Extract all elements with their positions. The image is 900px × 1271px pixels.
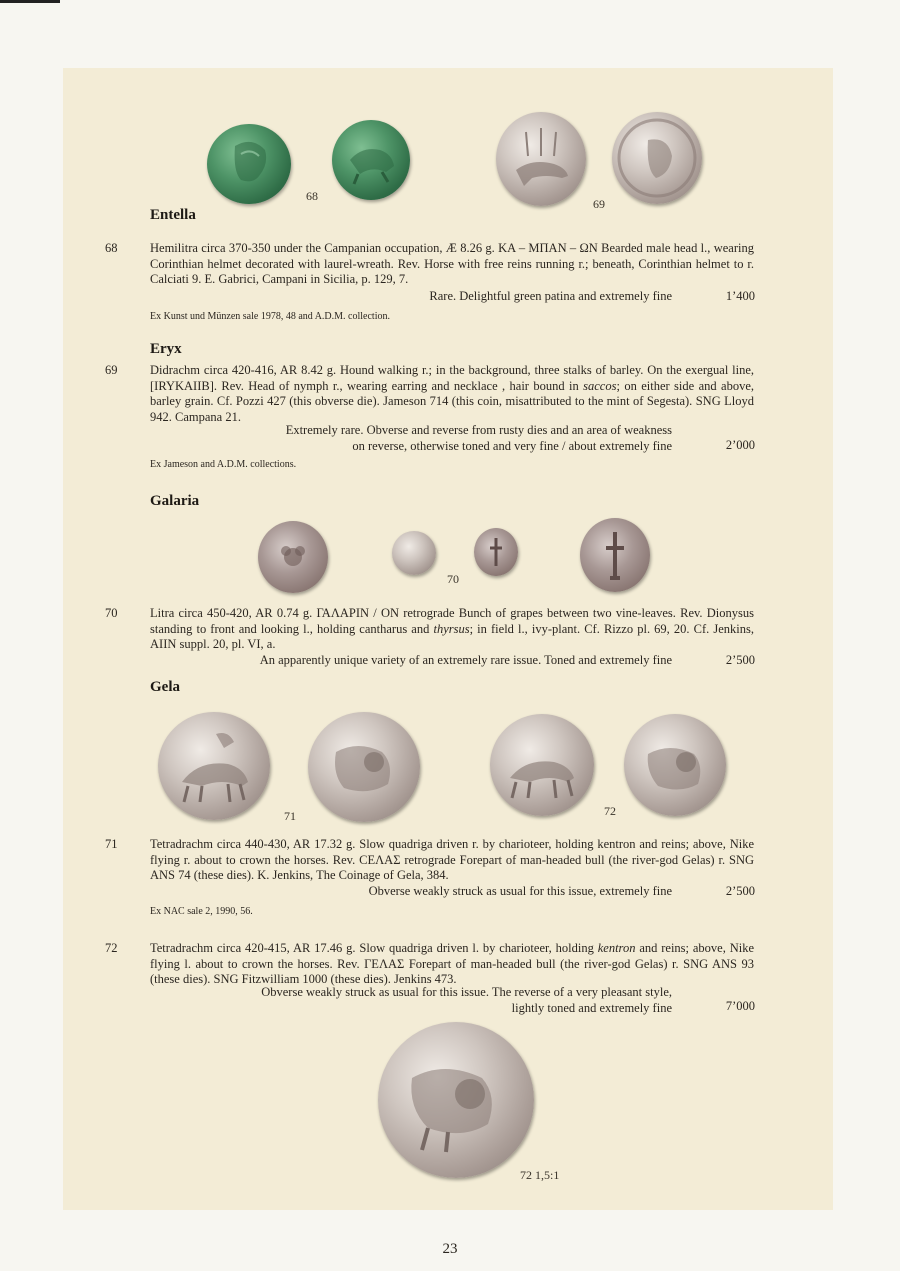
coin-71-reverse-image (308, 712, 420, 822)
coin-70-reverse-image (580, 518, 650, 592)
lot-price-72: 7’000 (725, 999, 755, 1013)
lot-71-text: Tetradrachm circa 440-430, AR 17.32 g. Slow quadriga driven r. by charioteer, holding kentron and reins; above, Nike flying r. about to crown the horses. Rev. CΕΛΑΣ retrograde Forepart of man-headed bull (the river-god Gelas) r. SNG ANS 74 (these dies). K. Jenkins, The Coinage of Gela, 384. (150, 837, 754, 882)
coin-72-reverse-image (624, 714, 726, 816)
coin-69-obverse-image (496, 112, 586, 206)
coin-69-reverse-image (612, 112, 702, 204)
lot-69-grade-line1: Extremely rare. Obverse and reverse from rusty dies and an area of weakness (285, 423, 672, 437)
lot-69-text-italic: saccos (583, 378, 617, 393)
lot-grade-72 (261, 985, 672, 1016)
lot-description-69 (150, 363, 754, 425)
lot-grade-70: An apparently unique variety of an extremely rare issue. Toned and extremely fine (259, 653, 672, 667)
coin-70-reverse-small-image (474, 528, 518, 576)
coin-72-obverse-image (490, 714, 594, 816)
lot-grade-69 (286, 423, 672, 454)
page-number: 23 (442, 1241, 458, 1257)
lot-72-text-b: and reins; above, Nike flying l. about to crown the horses. Rev. ΓΕΛΑΣ Forepart of man-headed bull (the river-god Gelas) r. SNG ANS 93 (these dies). SNG Fitzwilliam 1000 (these dies). Jenkins 473. (150, 941, 755, 986)
page-edge-mark (0, 0, 60, 3)
lot-69-grade-line2: on reverse, otherwise toned and very fine / about extremely fine (352, 438, 672, 453)
section-heading-galaria: Galaria (150, 493, 200, 509)
coin-70-obverse-small-image (392, 531, 436, 575)
lot-price-68: 1’400 (725, 289, 755, 303)
lot-70-text-b: ; in field l., ivy-plant. Cf. Rizzo pl. 69, 20. Cf. Jenkins, AIIN suppl. 20, pl. VI, a. (150, 621, 754, 651)
section-heading-eryx: Eryx (150, 341, 182, 357)
lot-description-72 (150, 941, 754, 988)
lot-69-text-b: ; on either side and above, barley grain. Cf. Pozzi 427 (this obverse die). Jameson 714 (this coin, misattributed to the mint of Segesta). SNG Lloyd 942. Campana 21. (150, 378, 754, 424)
coin-71-obverse-image (158, 712, 270, 820)
lot-72-grade-line1: Obverse weakly struck as usual for this issue. The reverse of a very pleasant style, (261, 985, 672, 999)
lot-number-69: 69 (105, 363, 118, 377)
lot-description-70 (150, 606, 754, 653)
lot-provenance-71: Ex NAC sale 2, 1990, 56. (150, 906, 253, 917)
lot-price-71: 2’500 (725, 884, 755, 898)
lot-provenance-68: Ex Kunst und Münzen sale 1978, 48 and A.D.M. collection. (150, 311, 390, 322)
coin-label-72: 72 (604, 804, 616, 818)
coin-label-69: 69 (593, 197, 605, 211)
lot-description-71 (150, 837, 754, 884)
lot-69-text-a: Didrachm circa 420-416, AR 8.42 g. Hound walking r.; in the background, three stalks of barley. On the exergual line, [IRYKAIIB]. Rev. Head of nymph r., wearing earring and necklace , hair bound in (150, 363, 754, 393)
lot-number-70: 70 (105, 606, 118, 620)
section-heading-entella: Entella (150, 207, 196, 223)
lot-provenance-69: Ex Jameson and A.D.M. collections. (150, 459, 297, 470)
coin-72-enlarged-image (378, 1022, 534, 1178)
lot-number-71: 71 (105, 837, 118, 851)
lot-70-text-italic: thyrsus (433, 621, 470, 636)
lot-description-68 (150, 241, 754, 288)
lot-72-text-italic: kentron (597, 941, 636, 955)
coin-label-72-enlarged: 72 1,5:1 (520, 1168, 560, 1182)
coin-68-obverse-image (207, 124, 291, 204)
lot-72-text-a: Tetradrachm circa 420-415, AR 17.46 g. Slow quadriga driven l. by charioteer, holding (150, 941, 598, 955)
lot-68-text: Hemilitra circa 370-350 under the Campanian occupation, Æ 8.26 g. KA – ΜΠΑΝ – ΩΝ Bearded male head l., wearing Corinthian helmet decorated with laurel-wreath. Rev. Horse with free reins running r.; beneath, Corinthian helmet to r. Calciati 9. E. Gabrici, Campani in Sicilia, p. 129, 7. (150, 241, 754, 286)
coin-label-68: 68 (306, 189, 318, 203)
lot-72-grade-line2: lightly toned and extremely fine (511, 1000, 672, 1015)
coin-label-70: 70 (447, 572, 459, 586)
lot-price-70: 2’500 (725, 653, 755, 667)
coin-label-71: 71 (284, 809, 296, 823)
lot-price-69: 2’000 (725, 438, 755, 452)
lot-70-text-a: Litra circa 450-420, AR 0.74 g. ΓΑΛΑΡΙΝ / ΟΝ retrograde Bunch of grapes between two vine-leaves. Rev. Dionysus standing to front and looking l., holding cantharus and (150, 606, 754, 636)
coin-70-obverse-image (258, 521, 328, 593)
lot-grade-71: Obverse weakly struck as usual for this issue, extremely fine (368, 884, 672, 898)
section-heading-gela: Gela (150, 679, 180, 695)
lot-number-72: 72 (105, 941, 118, 955)
lot-grade-68: Rare. Delightful green patina and extremely fine (429, 289, 672, 303)
coin-68-reverse-image (332, 120, 410, 200)
lot-number-68: 68 (105, 241, 118, 255)
